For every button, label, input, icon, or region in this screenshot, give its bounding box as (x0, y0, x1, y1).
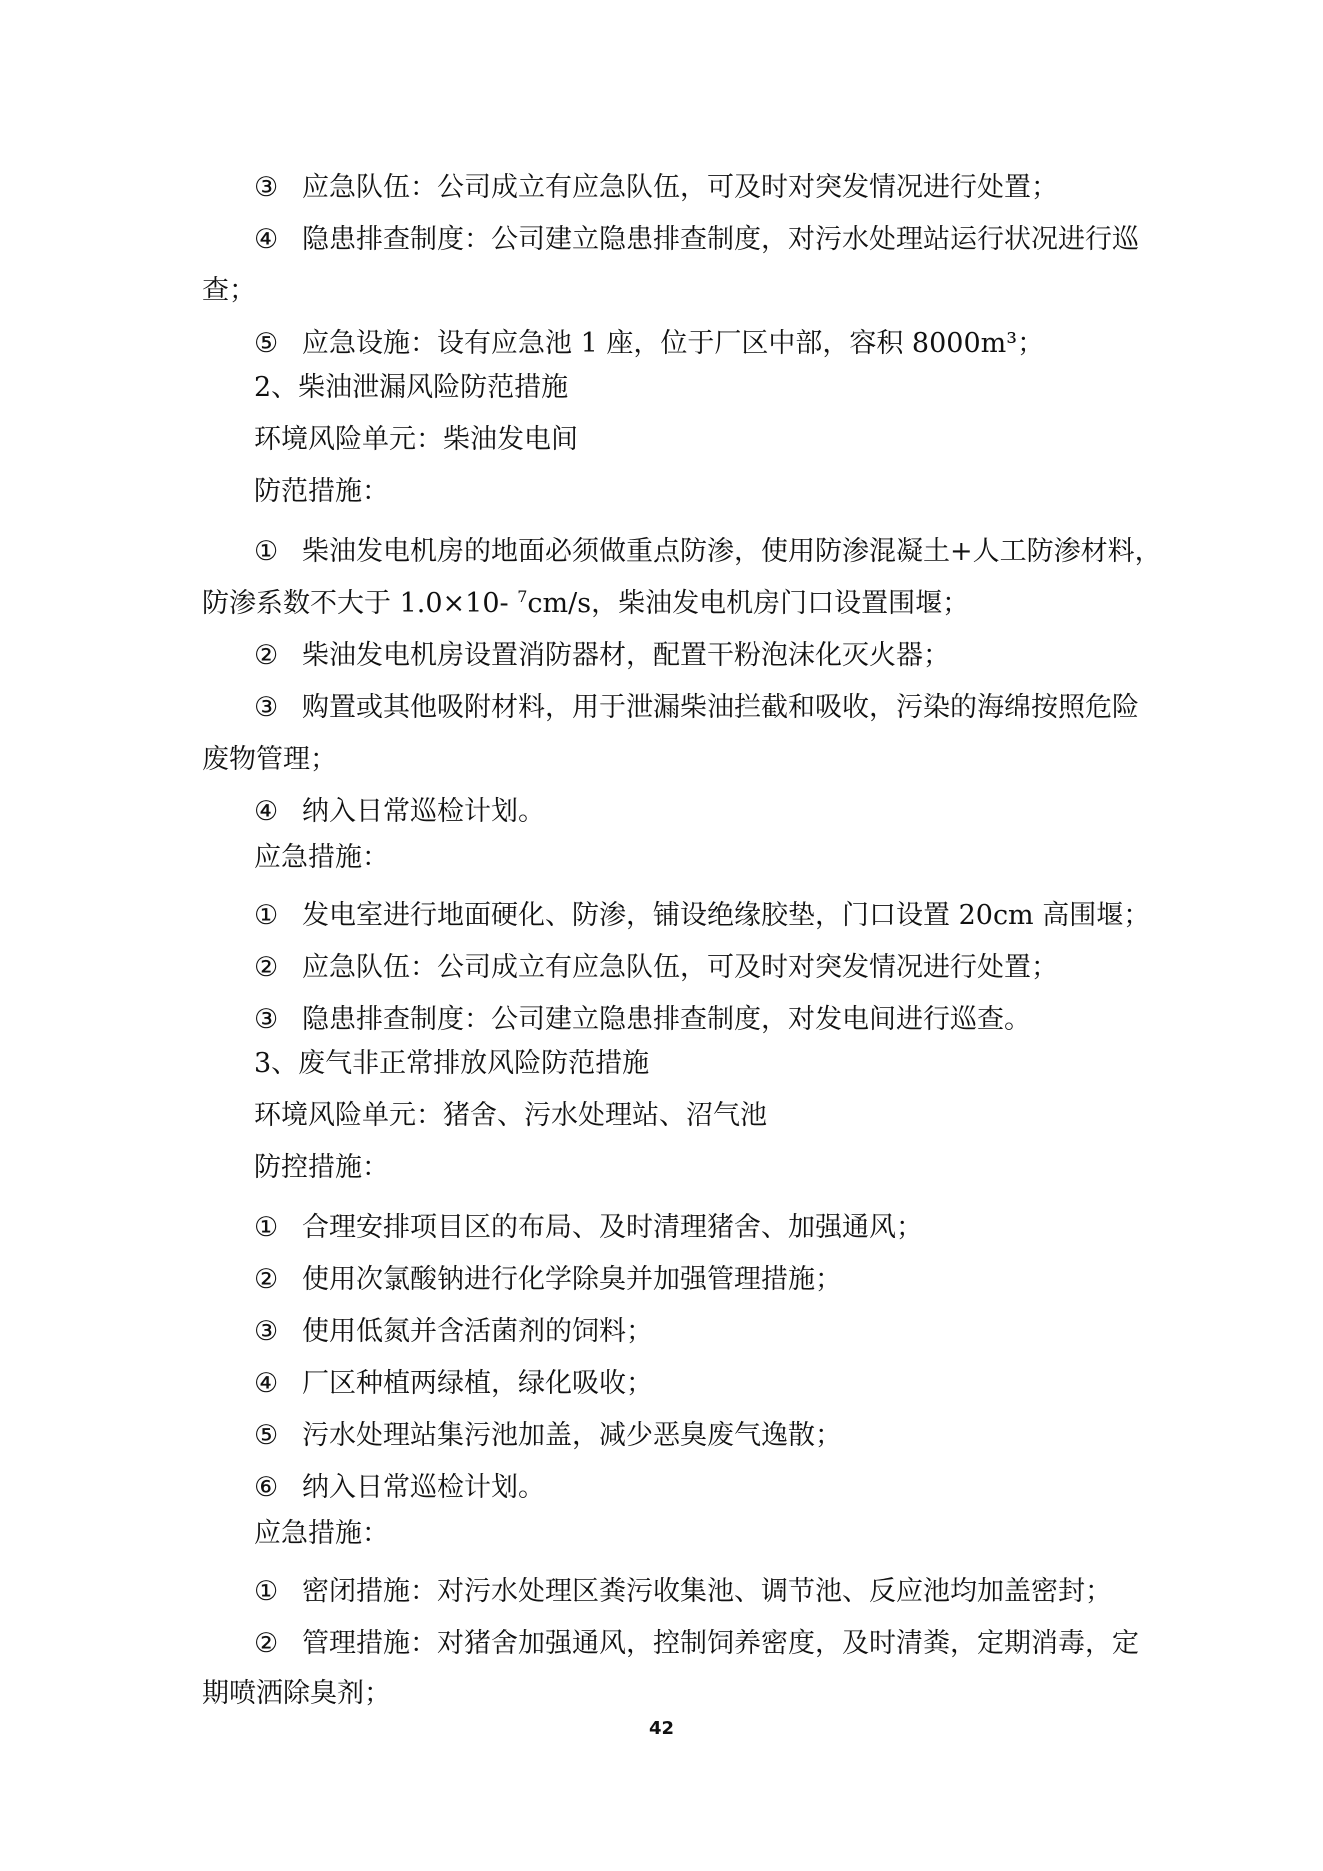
item-text: 使用次氯酸钠进行化学除臭并加强管理措施； (302, 1264, 842, 1295)
item-text: 应急队伍：公司成立有应急队伍，可及时对突发情况进行处置； (302, 952, 1058, 983)
item-line (254, 222, 1139, 258)
page-number: 42 (648, 1718, 675, 1739)
item-text: 纳入日常巡检计划。 (302, 1472, 545, 1503)
item-number: ③ (254, 172, 279, 203)
item-line (254, 534, 1162, 570)
item-line (254, 1574, 1112, 1610)
item-number: ② (254, 1628, 279, 1659)
subheading-text: 应急措施： (254, 1518, 389, 1549)
item-line (254, 1366, 653, 1402)
continuation-line (202, 586, 969, 622)
item-text: 购置或其他吸附材料，用于泄漏柴油拦截和吸收，污染的海绵按照危险 (302, 692, 1139, 723)
item-number: ⑤ (254, 328, 279, 359)
continuation-line (202, 273, 256, 309)
continuation-line (202, 742, 337, 778)
subheading-text: 防控措施： (254, 1152, 389, 1183)
section-heading (254, 1046, 649, 1082)
item-number: ⑥ (254, 1472, 279, 1503)
item-line (254, 1210, 923, 1246)
item-text: 污水处理站集污池加盖，减少恶臭废气逸散； (302, 1420, 842, 1451)
item-text: 期喷洒除臭剂； (202, 1678, 391, 1709)
subheading (254, 840, 389, 876)
subheading (254, 1516, 389, 1552)
item-line (254, 690, 1139, 726)
item-number: ③ (254, 1004, 279, 1035)
item-text: 查； (202, 275, 256, 306)
section-heading-text: 3、废气非正常排放风险防范措施 (254, 1048, 650, 1079)
item-text: 密闭措施：对污水处理区粪污收集池、调节池、反应池均加盖密封； (302, 1576, 1112, 1607)
item-text: 柴油发电机房设置消防器材，配置干粉泡沫化灭火器； (302, 640, 950, 671)
item-text: 废物管理； (202, 744, 337, 775)
item-line (254, 326, 1044, 362)
superscript: 7 (517, 587, 528, 606)
item-text: 使用低氮并含活菌剂的饲料； (302, 1316, 653, 1347)
item-number: ④ (254, 796, 279, 827)
item-text: cm/s，柴油发电机房门口设置围堰； (527, 588, 970, 619)
item-text: 防渗系数不大于 1.0×10- (202, 588, 518, 619)
item-number: ① (254, 1576, 279, 1607)
item-line (254, 170, 1058, 206)
item-line (254, 1262, 842, 1298)
subheading-text: 应急措施： (254, 842, 389, 873)
subheading-text: 防范措施： (254, 476, 389, 507)
item-text: 隐患排查制度：公司建立隐患排查制度，对污水处理站运行状况进行巡 (302, 224, 1139, 255)
item-number: ④ (254, 224, 279, 255)
item-text: 纳入日常巡检计划。 (302, 796, 545, 827)
item-number: ② (254, 640, 279, 671)
item-text: 管理措施：对猪舍加强通风，控制饲养密度，及时清粪，定期消毒，定 (302, 1628, 1139, 1659)
item-text: 合理安排项目区的布局、及时清理猪舍、加强通风； (302, 1212, 923, 1243)
item-text: 发电室进行地面硬化、防渗，铺设绝缘胶垫，门口设置 20cm 高围堰； (302, 900, 1151, 931)
item-line (254, 1002, 1031, 1038)
item-line (254, 1470, 545, 1506)
item-text: 厂区种植两绿植，绿化吸收； (302, 1368, 653, 1399)
item-number: ② (254, 952, 279, 983)
item-number: ① (254, 536, 279, 567)
item-number: ③ (254, 692, 279, 723)
item-line (254, 1626, 1139, 1662)
continuation-line (202, 1676, 391, 1712)
item-line (254, 1314, 653, 1350)
item-text: 应急队伍：公司成立有应急队伍，可及时对突发情况进行处置； (302, 172, 1058, 203)
item-number: ① (254, 900, 279, 931)
section-heading-text: 2、柴油泄漏风险防范措施 (254, 372, 569, 403)
section-heading (254, 370, 568, 406)
item-number: ② (254, 1264, 279, 1295)
item-text: 柴油发电机房的地面必须做重点防渗，使用防渗混凝土+人工防渗材料， (302, 536, 1162, 567)
item-line (254, 950, 1058, 986)
risk-unit-line (254, 422, 578, 458)
item-text: 应急设施：设有应急池 1 座，位于厂区中部，容积 8000m³； (302, 328, 1045, 359)
item-text: 隐患排查制度：公司建立隐患排查制度，对发电间进行巡查。 (302, 1004, 1031, 1035)
item-number: ③ (254, 1316, 279, 1347)
item-line (254, 794, 545, 830)
item-line (254, 1418, 842, 1454)
item-line (254, 638, 950, 674)
item-line (254, 898, 1150, 934)
subheading (254, 1150, 389, 1186)
item-text: 环境风险单元：猪舍、污水处理站、沼气池 (254, 1100, 767, 1131)
item-number: ① (254, 1212, 279, 1243)
subheading (254, 474, 389, 510)
item-number: ⑤ (254, 1420, 279, 1451)
item-number: ④ (254, 1368, 279, 1399)
item-text: 环境风险单元：柴油发电间 (254, 424, 578, 455)
risk-unit-line (254, 1098, 767, 1134)
